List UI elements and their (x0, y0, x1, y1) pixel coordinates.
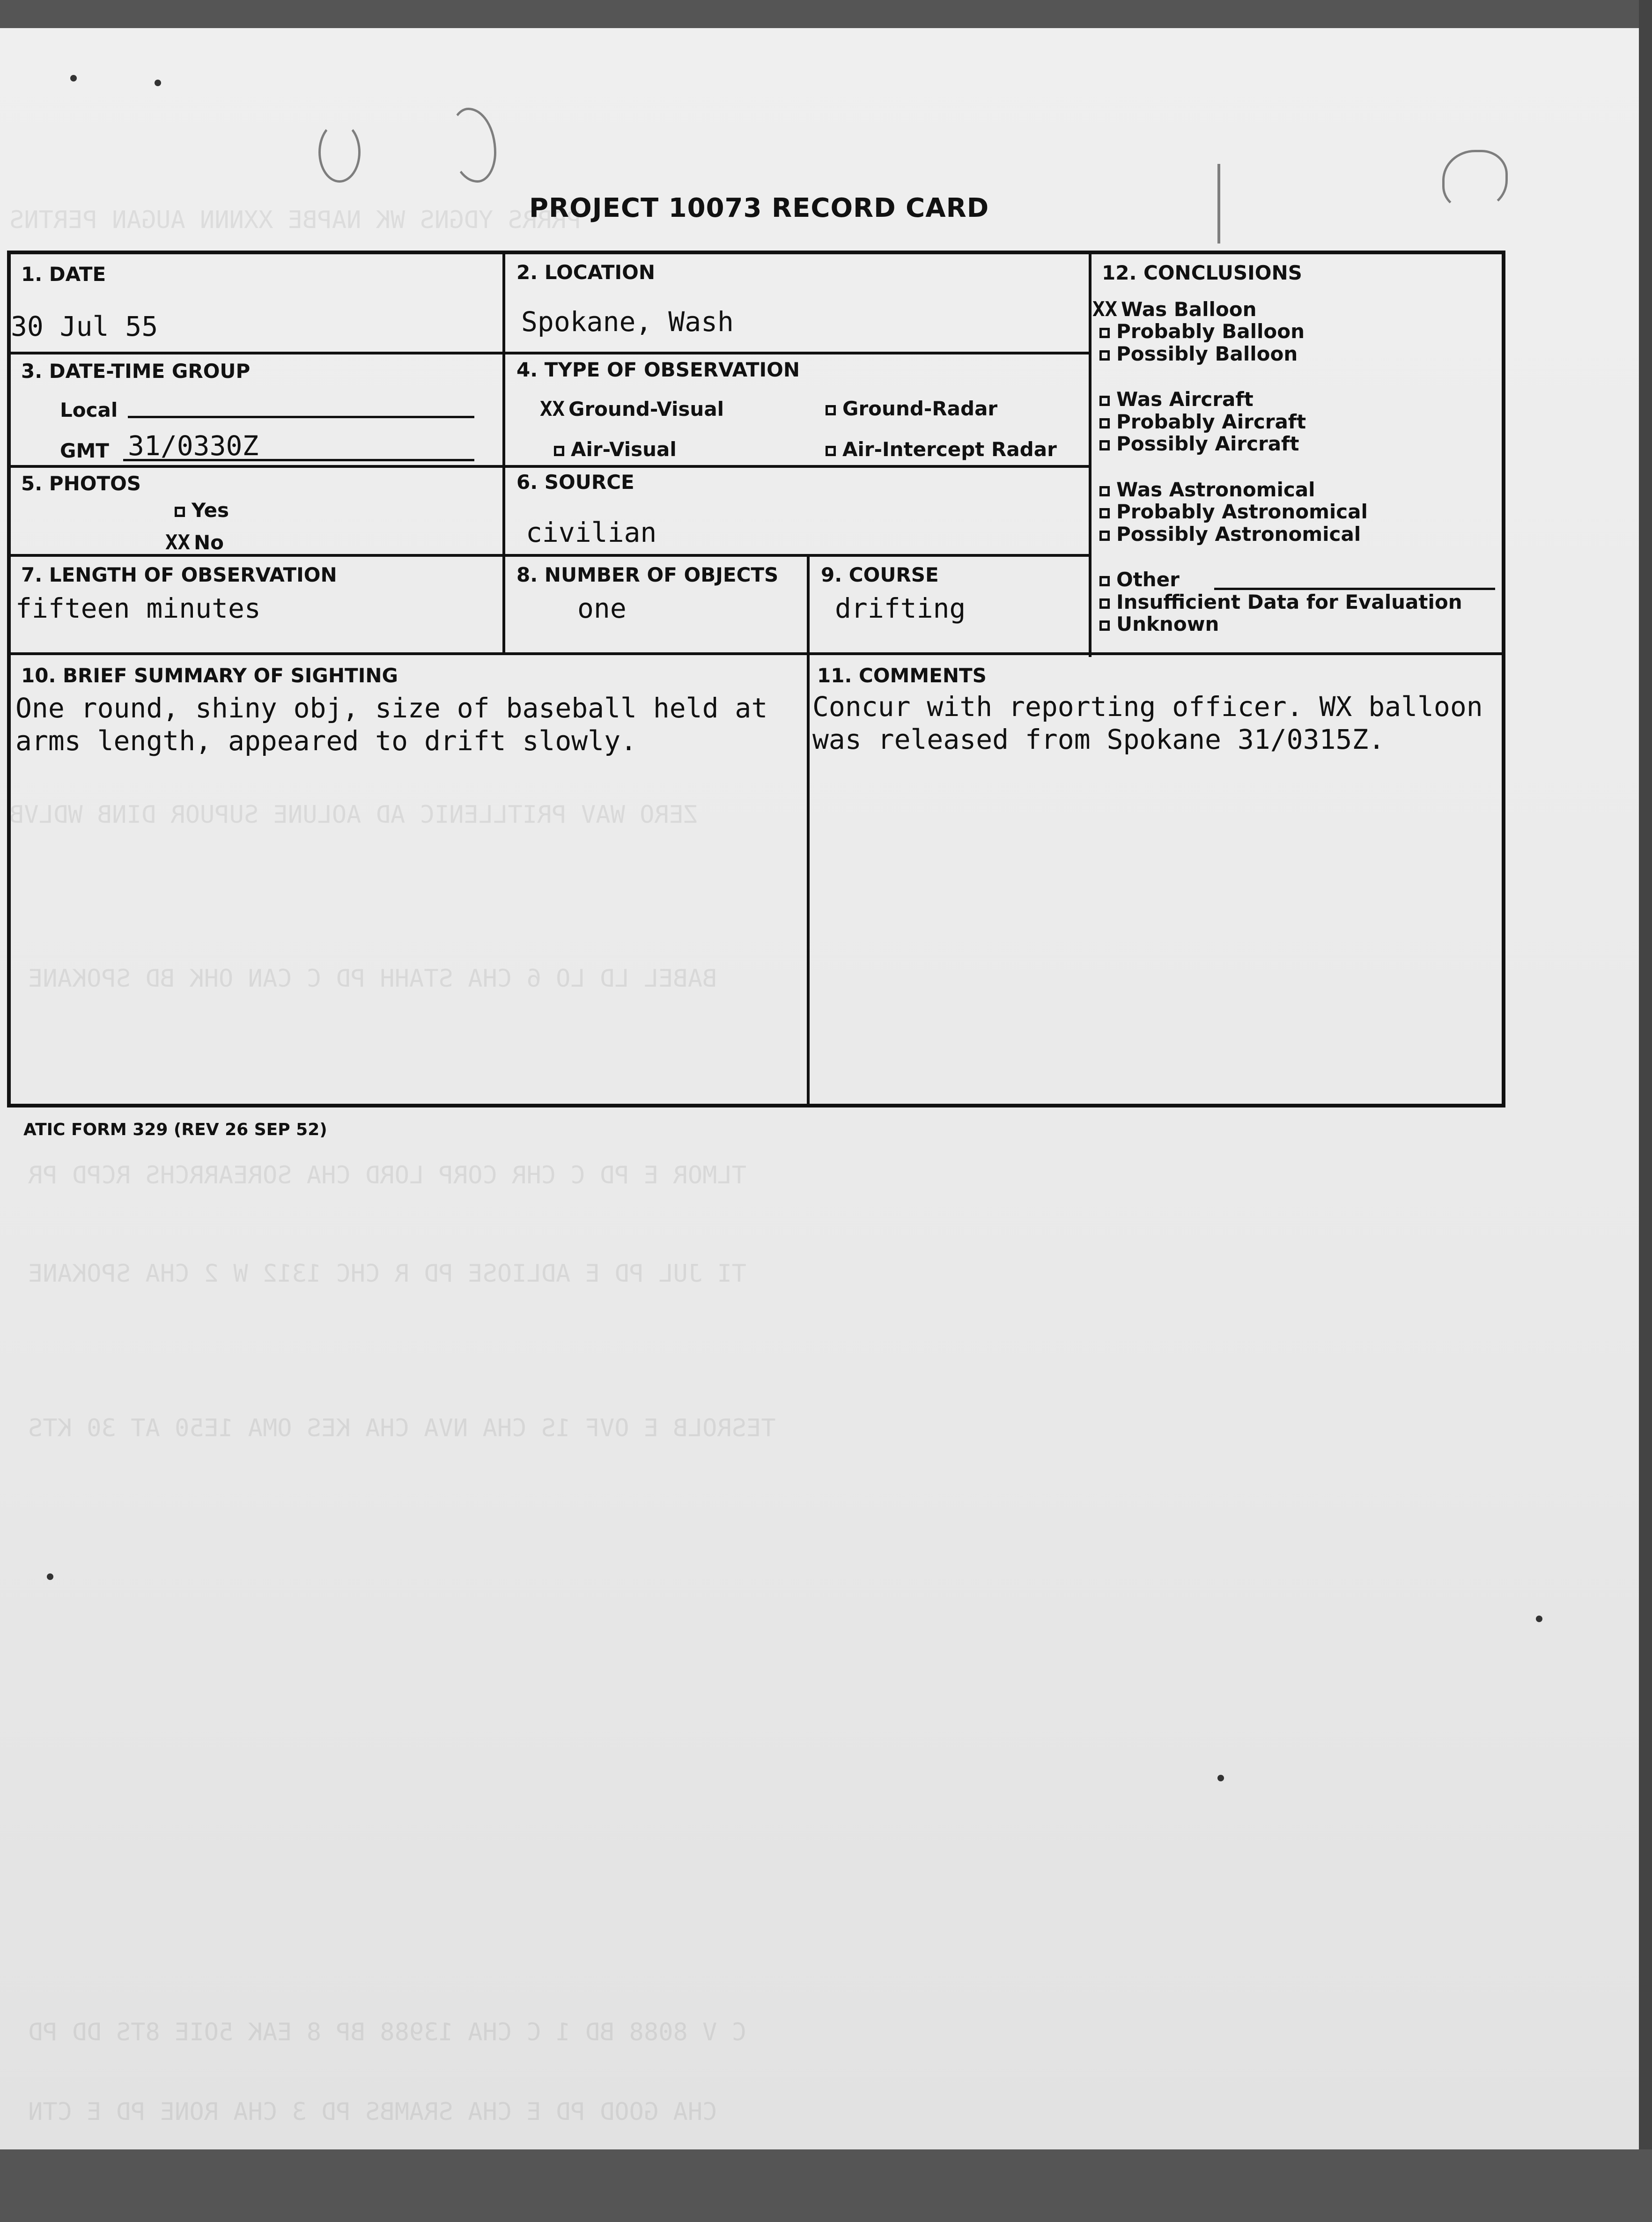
local-field-line (128, 416, 474, 418)
conclusion-was-aircraft: Was Aircraft (1099, 388, 1254, 411)
summary-line: arms length, appeared to drift slowly. (15, 725, 637, 757)
datetime-group-label: 3. DATE-TIME GROUP (21, 360, 251, 383)
bleedthrough-text: ZERO WAV PRITLLENIC AD AOLUNE SUPUOR DINB WDLVB (9, 801, 699, 829)
conclusion-unknown: Unknown (1099, 613, 1219, 635)
scan-border-bottom (0, 2149, 1652, 2222)
checkbox-icon (1099, 598, 1110, 609)
bleedthrough-text: TLMOR E PD C CHR CORP LORD CHA SOREARRCHS RCPD PR (28, 1161, 747, 1189)
checkbox-mark: XX (1092, 297, 1117, 321)
checkbox-icon (1099, 508, 1110, 518)
ground-radar-option: Ground-Radar (826, 397, 997, 420)
column-divider (502, 254, 505, 652)
course-value: drifting (835, 592, 966, 624)
source-value: civilian (526, 517, 657, 548)
handwriting-mark (318, 122, 361, 183)
row-divider (11, 652, 1502, 655)
checkbox-icon (1099, 350, 1110, 361)
handwriting-mark (1217, 164, 1222, 244)
bleedthrough-text: CHA GOOD PD E CHA SRAMBS PD 3 CHA RONE PD E CTN (28, 2098, 717, 2126)
conclusion-possibly-balloon: Possibly Balloon (1099, 342, 1298, 365)
checkbox-icon (1099, 396, 1110, 406)
record-card (7, 251, 1505, 1107)
checkbox-icon (1099, 328, 1110, 338)
bleedthrough-text: BABEL LD LO 6 CHA STAHH PD C CAN OHK BD SPOKANE (28, 965, 717, 993)
speck (1217, 1775, 1224, 1781)
column-divider (807, 554, 810, 1107)
photos-label: 5. PHOTOS (21, 472, 141, 495)
observation-type-label: 4. TYPE OF OBSERVATION (516, 358, 800, 381)
conclusion-possibly-astronomical: Possibly Astronomical (1099, 523, 1361, 546)
bleedthrough-text: TESROLB E OVF 1S CHA NVA CHA KES OMA 1E50 AT 30 KTS (28, 1414, 776, 1442)
conclusions-label: 12. CONCLUSIONS (1102, 261, 1302, 284)
row-divider (11, 352, 1092, 354)
objects-value: one (577, 592, 627, 624)
course-label: 9. COURSE (821, 563, 939, 586)
date-value: 30 Jul 55 (11, 310, 158, 342)
bleedthrough-text: PRRRS YDGNS WK NAPBE XXNNN AUGAN PERTNS (9, 206, 581, 234)
scan-border-top (0, 0, 1652, 28)
speck (70, 75, 77, 81)
comments-line: Concur with reporting officer. WX balloon (812, 691, 1483, 723)
air-intercept-radar-option: Air-Intercept Radar (826, 438, 1057, 461)
conclusion-was-astronomical: Was Astronomical (1099, 478, 1315, 501)
checkbox-icon (1099, 531, 1110, 541)
conclusion-was-balloon: XX Was Balloon (1092, 297, 1257, 321)
speck (155, 80, 161, 86)
location-label: 2. LOCATION (516, 261, 655, 284)
conclusion-probably-aircraft: Probably Aircraft (1099, 410, 1306, 433)
ground-visual-option: XX Ground-Visual (540, 397, 724, 421)
scan-border-right (1639, 0, 1652, 2222)
checkbox-icon (175, 507, 185, 517)
checkbox-mark: XX (165, 531, 190, 554)
speck (1536, 1616, 1542, 1622)
row-divider (11, 465, 1092, 468)
handwriting-mark (1442, 150, 1508, 211)
conclusion-insufficient-data: Insufficient Data for Evaluation (1099, 591, 1462, 613)
summary-label: 10. BRIEF SUMMARY OF SIGHTING (21, 664, 398, 687)
date-label: 1. DATE (21, 263, 106, 286)
source-label: 6. SOURCE (516, 471, 634, 494)
bleedthrough-text: C V 8088 BD 1 C CHA 13988 BP 8 EAK 5OIE 8TS DD PD (28, 2018, 747, 2046)
local-label: Local (60, 399, 118, 421)
conclusion-possibly-aircraft: Possibly Aircraft (1099, 432, 1299, 455)
objects-label: 8. NUMBER OF OBJECTS (516, 563, 779, 586)
air-visual-option: Air-Visual (554, 438, 677, 461)
bleedthrough-text: TI JUL PD E ADLIOSE PD R CHC 1312 W 2 CHA SPOKANE (28, 1260, 747, 1288)
checkbox-icon (554, 446, 564, 456)
form-id: ATIC FORM 329 (REV 26 SEP 52) (23, 1120, 327, 1139)
column-divider (1089, 254, 1092, 657)
photos-no-option: XX No (165, 531, 224, 554)
conclusion-probably-balloon: Probably Balloon (1099, 320, 1305, 343)
checkbox-icon (1099, 576, 1110, 586)
location-value: Spokane, Wash (521, 306, 734, 338)
comments-label: 11. COMMENTS (817, 664, 987, 687)
checkbox-icon (1099, 440, 1110, 450)
conclusion-probably-astronomical: Probably Astronomical (1099, 500, 1368, 523)
length-label: 7. LENGTH OF OBSERVATION (21, 563, 337, 586)
summary-line: One round, shiny obj, size of baseball held at (15, 692, 768, 724)
checkbox-icon (1099, 620, 1110, 631)
conclusion-other: Other (1099, 568, 1180, 591)
gmt-label: GMT (60, 439, 109, 462)
checkbox-icon (826, 405, 836, 415)
other-field-line (1214, 588, 1495, 590)
comments-line: was released from Spokane 31/0315Z. (812, 723, 1385, 755)
checkbox-icon (1099, 486, 1110, 496)
gmt-value: 31/0330Z (128, 430, 259, 462)
checkbox-mark: XX (540, 397, 565, 421)
speck (47, 1573, 53, 1580)
card-title: PROJECT 10073 RECORD CARD (529, 193, 989, 223)
length-value: fifteen minutes (15, 592, 261, 624)
checkbox-icon (1099, 418, 1110, 428)
handwriting-mark (450, 108, 496, 183)
photos-yes-option: Yes (175, 499, 229, 522)
checkbox-icon (826, 446, 836, 456)
